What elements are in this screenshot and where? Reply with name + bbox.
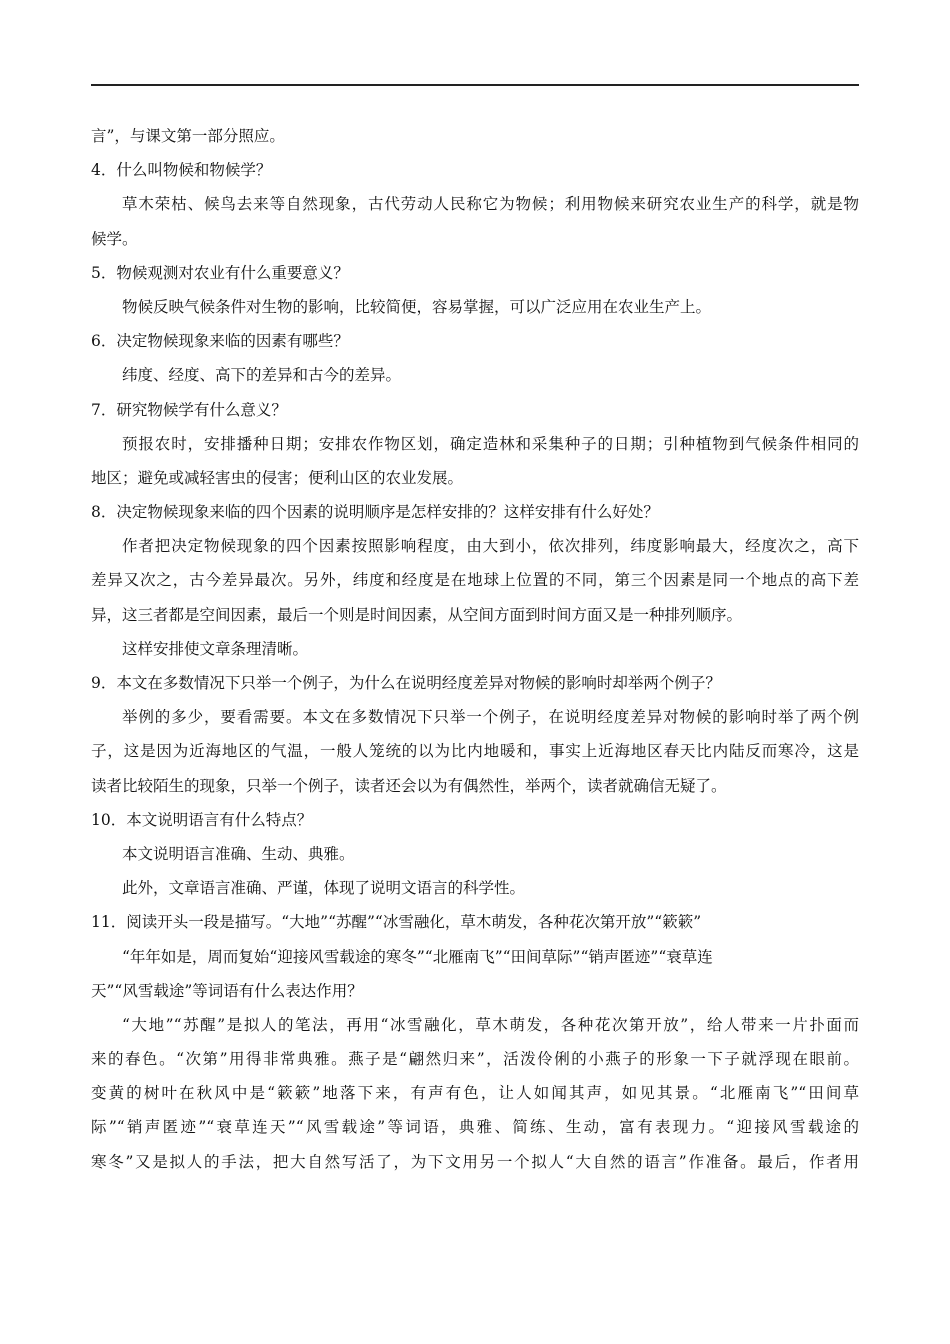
answer-line: 物候反映气候条件对生物的影响，比较简便，容易掌握，可以广泛应用在农业生产上。	[122, 297, 712, 316]
answer-line: 子，这是因为近海地区的气温，一般人笼统的以为比内地暖和，事实上近海地区春天比内陆反而寒冷，这是	[91, 742, 859, 761]
answer-line: 际”“销声匿迹”“衰草连天”“风雪载途”等词语，典雅、简练、生动，富有表现力。“迎接风雪载途的	[91, 1118, 859, 1137]
text-line: 言”，与课文第一部分照应。	[91, 127, 285, 145]
answer-line: 本文说明语言准确、生动、典雅。	[122, 844, 355, 863]
header-rule	[91, 84, 859, 86]
document-body	[91, 119, 859, 1179]
question-11: 11．阅读开头一段是描写。“大地”“苏醒”“冰雪融化，草木萌发，各种花次第开放”“簌簌”	[91, 913, 702, 932]
question-8: 8．决定物候现象来临的四个因素的说明顺序是怎样安排的？这样安排有什么好处？	[91, 503, 659, 522]
answer-line: 读者比较陌生的现象，只举一个例子，读者还会以为有偶然性，举两个，读者就确信无疑了。	[91, 776, 727, 795]
answer-line: 纬度、经度、高下的差异和古今的差异。	[122, 366, 402, 385]
question-4: 4．什么叫物候和物候学？	[91, 161, 272, 180]
question-9: 9．本文在多数情况下只举一个例子，为什么在说明经度差异对物候的影响时却举两个例子？	[91, 674, 721, 692]
answer-line: 寒冬”又是拟人的手法，把大自然写活了，为下文用另一个拟人“大自然的语言”作准备。最后，作者用	[91, 1152, 859, 1171]
answer-line: 来的春色。“次第”用得非常典雅。燕子是“翩然归来”，活泼伶俐的小燕子的形象一下子就浮现在眼前。	[91, 1050, 859, 1069]
answer-line: 预报农时，安排播种日期；安排农作物区划，确定造林和采集种子的日期；引种植物到气候条件相同的	[122, 434, 859, 453]
answer-line: 候学。	[91, 229, 138, 248]
answer-line: 作者把决定物候现象的四个因素按照影响程度，由大到小，依次排列，纬度影响最大，经度次之，高下	[122, 537, 859, 556]
answer-line: 这样安排使文章条理清晰。	[122, 639, 309, 658]
answer-line: “大地”“苏醒”是拟人的笔法，再用“冰雪融化，草木萌发，各种花次第开放”，给人带来一片扑面而	[122, 1015, 859, 1034]
question-10: 10．本文说明语言有什么特点？	[91, 810, 313, 829]
answer-line: 变黄的树叶在秋风中是“簌簌”地落下来，有声有色，让人如闻其声，如见其景。“北雁南飞”“田间草	[91, 1084, 859, 1103]
answer-line: 此外，文章语言准确、严谨，体现了说明文语言的科学性。	[122, 879, 526, 898]
answer-line: 举例的多少，要看需要。本文在多数情况下只举一个例子，在说明经度差异对物候的影响时举了两个例	[122, 708, 859, 727]
question-5: 5．物候观测对农业有什么重要意义？	[91, 263, 349, 282]
question-7: 7．研究物候学有什么意义？	[91, 400, 287, 419]
answer-line: 地区；避免或减轻害虫的侵害；便利山区的农业发展。	[91, 468, 464, 487]
answer-line: 差异又次之，古今差异最次。另外，纬度和经度是在地球上位置的不同，第三个因素是同一个地点的高下差	[91, 571, 859, 590]
question-6: 6．决定物候现象来临的因素有哪些？	[91, 332, 349, 351]
answer-line: 异，这三者都是空间因素，最后一个则是时间因素，从空间方面到时间方面又是一种排列顺序。	[91, 605, 743, 624]
question-11-line: 天”“风雪载途”等词语有什么表达作用？	[91, 981, 363, 1000]
question-11-line: “年年如是，周而复始“迎接风雪载途的寒冬”“北雁南飞”“田间草际”“销声匿迹”“衰草连	[122, 947, 713, 966]
answer-line: 草木荣枯、候鸟去来等自然现象，古代劳动人民称它为物候；利用物候来研究农业生产的科学，就是物	[122, 195, 859, 214]
